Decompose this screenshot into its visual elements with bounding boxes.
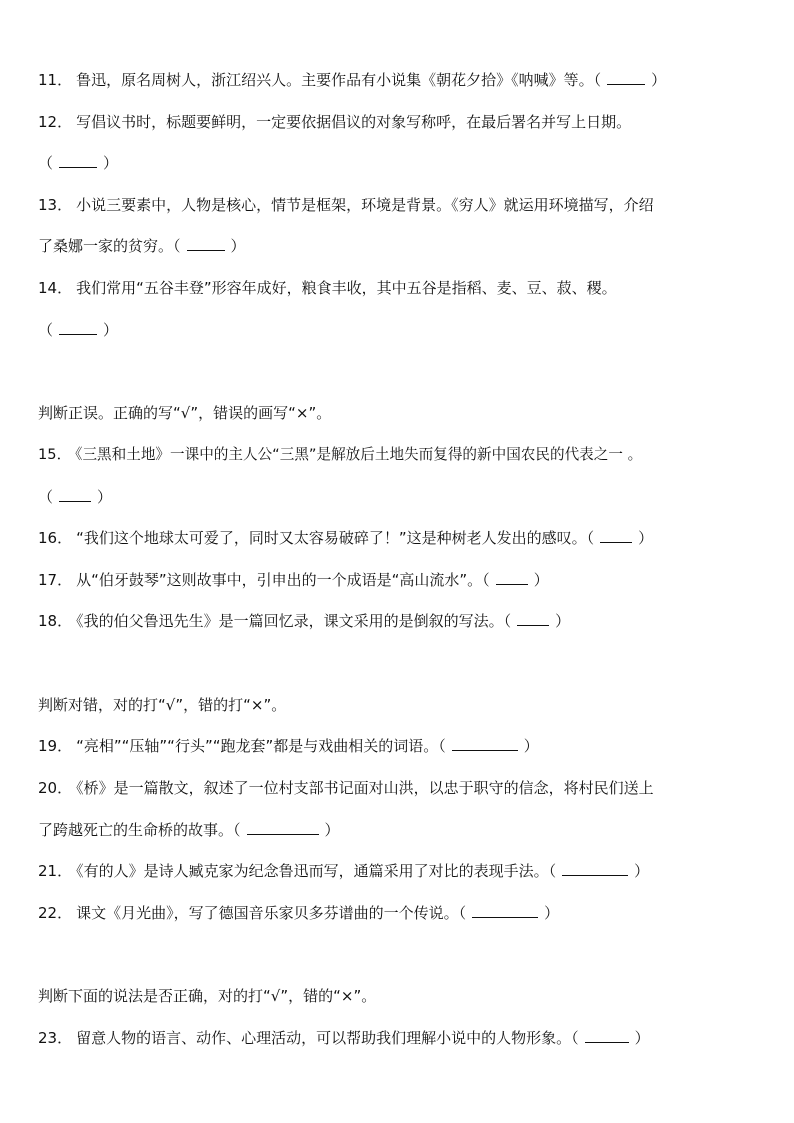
- question-16: 16． “我们这个地球太可爱了，同时又太容易破碎了！”这是种树老人发出的感叹。（ ）: [38, 529, 654, 547]
- question-18: 18． 《我的伯父鲁迅先生》是一篇回忆录，课文采用的是倒叙的写法。（ ）: [38, 612, 571, 630]
- question-14: 14． 我们常用“五谷丰登”形容年成好，粮食丰收，其中五谷是指稻、麦、豆、菽、稷。: [38, 279, 617, 297]
- answer-blank-22[interactable]: [472, 903, 538, 918]
- answer-blank-20[interactable]: [247, 820, 319, 835]
- answer-blank-15[interactable]: [59, 487, 91, 502]
- question-14-answer-line: （ ）: [38, 321, 119, 339]
- question-11: 11． 鲁迅，原名周树人，浙江绍兴人。主要作品有小说集《朝花夕拾》《呐喊》等。（ ）: [38, 71, 667, 89]
- question-13: 13． 小说三要素中，人物是核心，情节是框架，环境是背景。《穷人》就运用环境描写，介绍: [38, 196, 654, 214]
- section-instruction-2: 判断正误。正确的写“√”，错误的画写“×”。: [38, 404, 332, 422]
- question-20-line-2: 了跨越死亡的生命桥的故事。（ ）: [38, 821, 340, 839]
- question-12: 12． 写倡议书时，标题要鲜明，一定要依据倡议的对象写称呼，在最后署名并写上日期。: [38, 113, 632, 131]
- question-13-line-2: 了桑娜一家的贫穷。（ ）: [38, 237, 246, 255]
- section-instruction-4: 判断下面的说法是否正确，对的打“√”，错的“×”。: [38, 987, 377, 1005]
- question-20: 20． 《桥》是一篇散文，叙述了一位村支部书记面对山洪，以忠于职守的信念，将村民们送上: [38, 779, 654, 797]
- answer-blank-19[interactable]: [452, 736, 518, 751]
- question-21: 21． 《有的人》是诗人臧克家为纪念鲁迅而写，通篇采用了对比的表现手法。（ ）: [38, 862, 650, 880]
- answer-blank-17[interactable]: [496, 570, 528, 585]
- question-22: 22． 课文《月光曲》，写了德国音乐家贝多芬谱曲的一个传说。（ ）: [38, 904, 560, 922]
- question-15-answer-line: （ ）: [38, 488, 113, 506]
- answer-blank-16[interactable]: [600, 528, 632, 543]
- answer-blank-21[interactable]: [562, 861, 628, 876]
- answer-blank-13[interactable]: [187, 236, 225, 251]
- question-23: 23． 留意人物的语言、动作、心理活动，可以帮助我们理解小说中的人物形象。（ ）: [38, 1029, 650, 1047]
- question-15: 15． 《三黑和土地》一课中的主人公“三黑”是解放后土地失而复得的新中国农民的代表之一 。: [38, 446, 643, 463]
- answer-blank-11[interactable]: [607, 70, 645, 85]
- section-instruction-3: 判断对错，对的打“√”，错的打“×”。: [38, 696, 287, 714]
- question-17: 17． 从“伯牙鼓琴”这则故事中，引申出的一个成语是“高山流水”。（ ）: [38, 571, 549, 589]
- question-12-answer-line: （ ）: [38, 154, 119, 172]
- answer-blank-12[interactable]: [59, 153, 97, 168]
- answer-blank-18[interactable]: [517, 611, 549, 626]
- answer-blank-14[interactable]: [59, 320, 97, 335]
- question-19: 19． “亮相”“压轴”“行头”“跑龙套”都是与戏曲相关的词语。（ ）: [38, 737, 539, 755]
- answer-blank-23[interactable]: [585, 1028, 629, 1043]
